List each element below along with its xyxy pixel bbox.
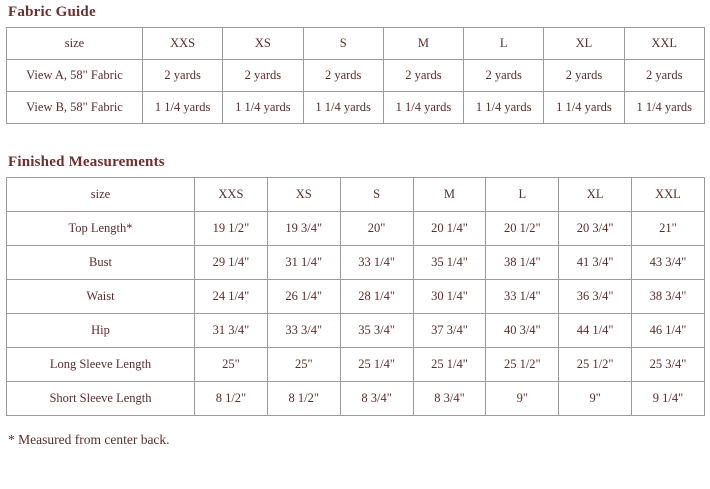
table-row bbox=[7, 60, 705, 92]
column-header: S bbox=[303, 28, 383, 60]
fabric-guide-table bbox=[6, 27, 705, 124]
table-cell: 20 1/4" bbox=[413, 212, 486, 246]
table-cell: 1 1/4 yards bbox=[383, 92, 463, 124]
table-cell: 37 3/4" bbox=[413, 314, 486, 348]
table-cell: 43 3/4" bbox=[632, 246, 705, 280]
table-cell: 19 1/2" bbox=[195, 212, 268, 246]
table-header-row bbox=[7, 178, 705, 212]
row-label: Short Sleeve Length bbox=[7, 382, 195, 416]
table-cell: 2 yards bbox=[624, 60, 704, 92]
table-row bbox=[7, 382, 705, 416]
table-cell: 31 1/4" bbox=[267, 246, 340, 280]
table-cell: 31 3/4" bbox=[195, 314, 268, 348]
column-header: XXL bbox=[632, 178, 705, 212]
section-spacer bbox=[6, 124, 704, 154]
table-cell: 33 3/4" bbox=[267, 314, 340, 348]
column-header: XS bbox=[223, 28, 303, 60]
table-cell: 9" bbox=[559, 382, 632, 416]
table-cell: 2 yards bbox=[544, 60, 624, 92]
finished-measurements-title: Finished Measurements bbox=[8, 154, 165, 170]
column-header: M bbox=[383, 28, 463, 60]
table-cell: 20 3/4" bbox=[559, 212, 632, 246]
table-cell: 1 1/4 yards bbox=[223, 92, 303, 124]
row-label: Long Sleeve Length bbox=[7, 348, 195, 382]
table-cell: 29 1/4" bbox=[195, 246, 268, 280]
table-cell: 8 3/4" bbox=[340, 382, 413, 416]
finished-measurements-table bbox=[6, 177, 705, 416]
table-cell: 25" bbox=[195, 348, 268, 382]
table-cell: 9" bbox=[486, 382, 559, 416]
table-cell: 2 yards bbox=[383, 60, 463, 92]
table-row bbox=[7, 212, 705, 246]
column-header: M bbox=[413, 178, 486, 212]
column-header: L bbox=[464, 28, 544, 60]
table-cell: 20" bbox=[340, 212, 413, 246]
column-header: XXS bbox=[195, 178, 268, 212]
table-cell: 1 1/4 yards bbox=[303, 92, 383, 124]
column-header: XXS bbox=[143, 28, 223, 60]
table-cell: 38 3/4" bbox=[632, 280, 705, 314]
table-cell: 25" bbox=[267, 348, 340, 382]
table-cell: 28 1/4" bbox=[340, 280, 413, 314]
table-cell: 1 1/4 yards bbox=[544, 92, 624, 124]
table-cell: 38 1/4" bbox=[486, 246, 559, 280]
table-cell: 24 1/4" bbox=[195, 280, 268, 314]
column-header: XL bbox=[559, 178, 632, 212]
table-cell: 33 1/4" bbox=[340, 246, 413, 280]
table-cell: 1 1/4 yards bbox=[143, 92, 223, 124]
row-label: Waist bbox=[7, 280, 195, 314]
row-label: View B, 58" Fabric bbox=[7, 92, 143, 124]
column-header: XS bbox=[267, 178, 340, 212]
column-header: S bbox=[340, 178, 413, 212]
table-cell: 35 3/4" bbox=[340, 314, 413, 348]
column-header: XL bbox=[544, 28, 624, 60]
table-cell: 2 yards bbox=[303, 60, 383, 92]
table-row bbox=[7, 92, 705, 124]
table-cell: 40 3/4" bbox=[486, 314, 559, 348]
row-label: Hip bbox=[7, 314, 195, 348]
table-cell: 25 1/4" bbox=[340, 348, 413, 382]
table-cell: 8 1/2" bbox=[195, 382, 268, 416]
table-cell: 21" bbox=[632, 212, 705, 246]
column-header: size bbox=[7, 178, 195, 212]
table-cell: 25 1/2" bbox=[559, 348, 632, 382]
column-header: size bbox=[7, 28, 143, 60]
table-cell: 30 1/4" bbox=[413, 280, 486, 314]
table-header-row bbox=[7, 28, 705, 60]
table-cell: 36 3/4" bbox=[559, 280, 632, 314]
table-cell: 46 1/4" bbox=[632, 314, 705, 348]
row-label: Top Length* bbox=[7, 212, 195, 246]
fabric-guide-title: Fabric Guide bbox=[8, 4, 96, 20]
table-cell: 41 3/4" bbox=[559, 246, 632, 280]
table-cell: 25 1/4" bbox=[413, 348, 486, 382]
table-cell: 9 1/4" bbox=[632, 382, 705, 416]
table-cell: 8 3/4" bbox=[413, 382, 486, 416]
table-cell: 1 1/4 yards bbox=[464, 92, 544, 124]
table-cell: 44 1/4" bbox=[559, 314, 632, 348]
table-cell: 25 3/4" bbox=[632, 348, 705, 382]
table-row bbox=[7, 348, 705, 382]
table-cell: 8 1/2" bbox=[267, 382, 340, 416]
row-label: Bust bbox=[7, 246, 195, 280]
table-cell: 2 yards bbox=[223, 60, 303, 92]
table-cell: 2 yards bbox=[464, 60, 544, 92]
footnote: * Measured from center back. bbox=[8, 432, 170, 447]
column-header: L bbox=[486, 178, 559, 212]
table-row bbox=[7, 280, 705, 314]
table-cell: 26 1/4" bbox=[267, 280, 340, 314]
table-cell: 20 1/2" bbox=[486, 212, 559, 246]
table-cell: 2 yards bbox=[143, 60, 223, 92]
table-cell: 1 1/4 yards bbox=[624, 92, 704, 124]
column-header: XXL bbox=[624, 28, 704, 60]
table-cell: 33 1/4" bbox=[486, 280, 559, 314]
table-cell: 19 3/4" bbox=[267, 212, 340, 246]
table-row bbox=[7, 246, 705, 280]
row-label: View A, 58" Fabric bbox=[7, 60, 143, 92]
table-cell: 35 1/4" bbox=[413, 246, 486, 280]
table-row bbox=[7, 314, 705, 348]
table-cell: 25 1/2" bbox=[486, 348, 559, 382]
